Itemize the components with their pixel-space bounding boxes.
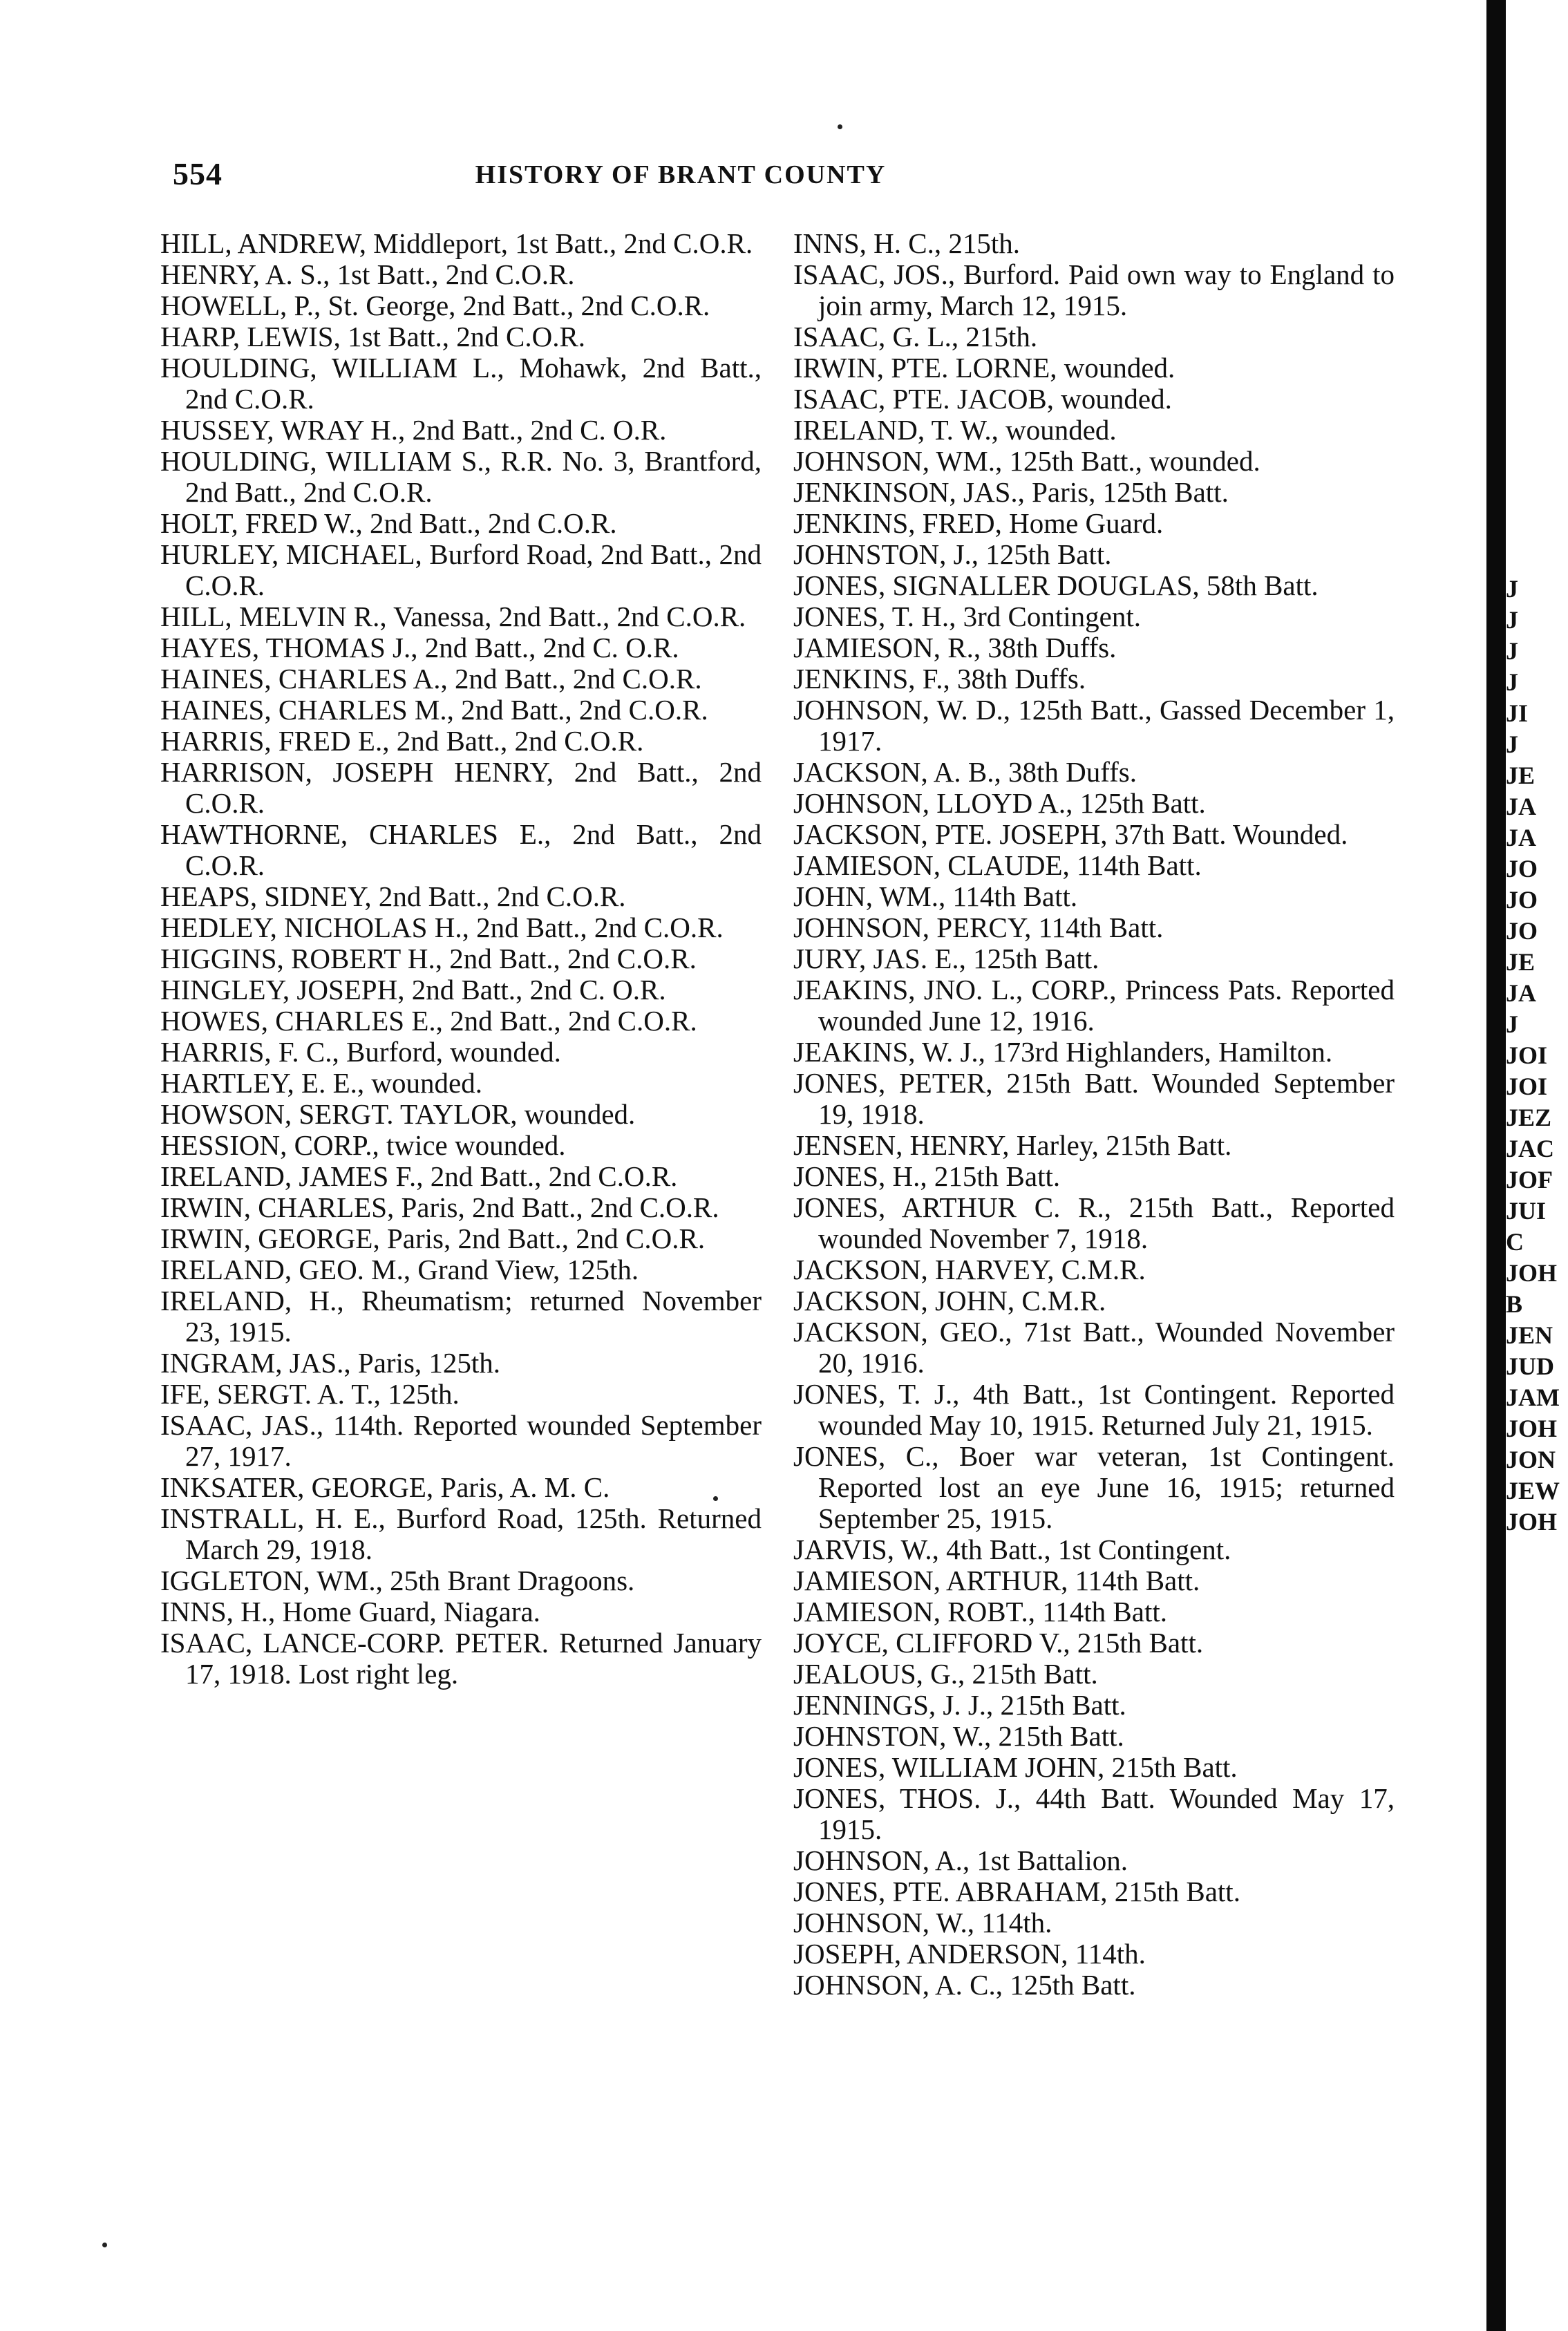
roll-entry: JOHNSON, PERCY, 114th Batt. (793, 912, 1164, 943)
roll-entry: JONES, PETER, 215th Batt. Wounded September 19, 1918. (793, 1067, 1395, 1130)
roll-entry: JAMIESON, ROBT., 114th Batt. (793, 1596, 1167, 1627)
roll-entry: JAMIESON, R., 38th Duffs. (793, 632, 1117, 663)
roll-entry: JOHNSON, A. C., 125th Batt. (793, 1969, 1136, 2001)
roll-entry: HEAPS, SIDNEY, 2nd Batt., 2nd C.O.R. (160, 880, 626, 912)
roll-entry: HUSSEY, WRAY H., 2nd Batt., 2nd C. O.R. (160, 414, 667, 446)
roll-entry: HAYES, THOMAS J., 2nd Batt., 2nd C. O.R. (160, 632, 679, 663)
facing-page-fragment: JUD (1506, 1352, 1554, 1380)
roll-entry: IRWIN, CHARLES, Paris, 2nd Batt., 2nd C.O.R. (160, 1191, 719, 1223)
roll-entry: ISAAC, LANCE-CORP. PETER. Returned January 17, 1918. Lost right leg. (160, 1627, 762, 1690)
roll-entry: JONES, SIGNALLER DOUGLAS, 58th Batt. (793, 569, 1319, 601)
roll-entry: ISAAC, JAS., 114th. Reported wounded September 27, 1917. (160, 1409, 762, 1472)
roll-entry: JACKSON, JOHN, C.M.R. (793, 1285, 1106, 1317)
page-header (173, 155, 1189, 204)
roll-entry: JAMIESON, CLAUDE, 114th Batt. (793, 849, 1202, 881)
roll-entry: JENKINSON, JAS., Paris, 125th Batt. (793, 476, 1229, 508)
roll-entry: JAMIESON, ARTHUR, 114th Batt. (793, 1565, 1200, 1596)
roll-entry: JEALOUS, G., 215th Batt. (793, 1658, 1098, 1690)
roll-entry: IRELAND, T. W., wounded. (793, 414, 1117, 446)
roll-entry: IGGLETON, WM., 25th Brant Dragoons. (160, 1565, 635, 1596)
facing-page-fragment: JEW (1506, 1477, 1560, 1504)
roll-entry: HOWSON, SERGT. TAYLOR, wounded. (160, 1098, 636, 1130)
facing-page-fragment: J (1506, 730, 1518, 758)
facing-page-fragment: JUI (1506, 1197, 1547, 1225)
facing-page-fragment: J (1506, 606, 1518, 634)
facing-page-fragment: JON (1506, 1446, 1556, 1473)
roll-entry: HILL, MELVIN R., Vanessa, 2nd Batt., 2nd C.O.R. (160, 601, 746, 632)
roll-entry: IRELAND, JAMES F., 2nd Batt., 2nd C.O.R. (160, 1160, 678, 1192)
facing-page-fragment: JA (1506, 793, 1536, 820)
facing-page-fragment: C (1506, 1228, 1524, 1256)
facing-page-fragment: J (1506, 1010, 1518, 1038)
roll-entry: JOHNSTON, W., 215th Batt. (793, 1720, 1124, 1752)
roll-entry: INNS, H., Home Guard, Niagara. (160, 1596, 540, 1627)
roll-entry: HOULDING, WILLIAM L., Mohawk, 2nd Batt., 2nd C.O.R. (160, 352, 762, 415)
facing-page-fragment: JA (1506, 979, 1536, 1007)
roll-entry: INGRAM, JAS., Paris, 125th. (160, 1347, 501, 1379)
roll-entry: JONES, THOS. J., 44th Batt. Wounded May 17, 1915. (793, 1782, 1395, 1845)
roll-entry: JONES, WILLIAM JOHN, 215th Batt. (793, 1751, 1238, 1783)
roll-entry: HEDLEY, NICHOLAS H., 2nd Batt., 2nd C.O.R. (160, 912, 724, 943)
roll-entry: HOWES, CHARLES E., 2nd Batt., 2nd C.O.R. (160, 1005, 697, 1037)
roll-entry: HARRIS, FRED E., 2nd Batt., 2nd C.O.R. (160, 725, 644, 757)
running-title: HISTORY OF BRANT COUNTY (475, 160, 887, 189)
facing-page-fragment: J (1506, 668, 1518, 696)
facing-page-fragment: JAC (1506, 1135, 1554, 1162)
left-column (160, 228, 762, 1690)
roll-entry: ISAAC, G. L., 215th. (793, 321, 1038, 352)
roll-entry: ISAAC, PTE. JACOB, wounded. (793, 383, 1172, 415)
roll-entry: JOHNSON, LLOYD A., 125th Batt. (793, 787, 1206, 819)
roll-entry: JOHNSON, W. D., 125th Batt., Gassed December 1, 1917. (793, 694, 1395, 757)
print-speck (713, 1496, 718, 1501)
facing-page-fragment: JO (1506, 886, 1538, 914)
facing-page-fragment: JO (1506, 855, 1538, 883)
roll-entry: JENKINS, FRED, Home Guard. (793, 507, 1164, 539)
roll-entry: IRELAND, GEO. M., Grand View, 125th. (160, 1254, 639, 1285)
facing-page-fragment: JE (1506, 948, 1536, 976)
roll-entry: IRWIN, PTE. LORNE, wounded. (793, 352, 1175, 384)
facing-page-fragment: JOH (1506, 1415, 1558, 1442)
roll-entry: JEAKINS, W. J., 173rd Highlanders, Hamilton. (793, 1036, 1333, 1068)
roll-entry: HARRISON, JOSEPH HENRY, 2nd Batt., 2nd C.O.R. (160, 756, 762, 819)
roll-entry: IRWIN, GEORGE, Paris, 2nd Batt., 2nd C.O.R. (160, 1223, 706, 1254)
facing-page-fragment: JO (1506, 917, 1538, 945)
roll-entry: IFE, SERGT. A. T., 125th. (160, 1378, 460, 1410)
facing-page-fragment: JEZ (1506, 1104, 1552, 1131)
roll-entry: HESSION, CORP., twice wounded. (160, 1129, 566, 1161)
book-gutter-shadow (1486, 0, 1506, 2331)
roll-entry: JONES, T. J., 4th Batt., 1st Contingent. Reported wounded May 10, 1915. Returned July 21, 1915. (793, 1378, 1395, 1441)
roll-entry: HARRIS, F. C., Burford, wounded. (160, 1036, 561, 1068)
roll-entry: IRELAND, H., Rheumatism; returned November 23, 1915. (160, 1285, 762, 1348)
facing-page-edge (1506, 0, 1568, 2331)
facing-page-fragment: JOI (1506, 1041, 1548, 1069)
roll-entry: HILL, ANDREW, Middleport, 1st Batt., 2nd C.O.R. (160, 227, 753, 259)
facing-page-fragment: J (1506, 637, 1518, 665)
roll-entry: HIGGINS, ROBERT H., 2nd Batt., 2nd C.O.R. (160, 943, 697, 974)
roll-entry: HOULDING, WILLIAM S., R.R. No. 3, Brantford, 2nd Batt., 2nd C.O.R. (160, 445, 762, 508)
roll-entry: HURLEY, MICHAEL, Burford Road, 2nd Batt., 2nd C.O.R. (160, 538, 762, 601)
facing-page-fragment: B (1506, 1290, 1523, 1318)
roll-entry: JURY, JAS. E., 125th Batt. (793, 943, 1099, 974)
facing-page-fragment: JE (1506, 762, 1536, 789)
roll-entry: JOHN, WM., 114th Batt. (793, 880, 1078, 912)
roll-entry: INSTRALL, H. E., Burford Road, 125th. Returned March 29, 1918. (160, 1502, 762, 1565)
roll-entry: JENKINS, F., 38th Duffs. (793, 663, 1086, 695)
print-speck (102, 2243, 107, 2247)
roll-entry: JEAKINS, JNO. L., CORP., Princess Pats. Reported wounded June 12, 1916. (793, 974, 1395, 1037)
roll-entry: JACKSON, GEO., 71st Batt., Wounded November 20, 1916. (793, 1316, 1395, 1379)
facing-page-fragment: JOI (1506, 1073, 1548, 1100)
roll-entry: HOWELL, P., St. George, 2nd Batt., 2nd C.O.R. (160, 290, 710, 321)
roll-entry: JONES, H., 215th Batt. (793, 1160, 1061, 1192)
roll-entry: HINGLEY, JOSEPH, 2nd Batt., 2nd C. O.R. (160, 974, 666, 1006)
roll-entry: HAWTHORNE, CHARLES E., 2nd Batt., 2nd C.O.R. (160, 818, 762, 881)
roll-entry: JENNINGS, J. J., 215th Batt. (793, 1689, 1126, 1721)
roll-entry: HENRY, A. S., 1st Batt., 2nd C.O.R. (160, 258, 575, 290)
roll-entry: INNS, H. C., 215th. (793, 227, 1021, 259)
roll-entry: HAINES, CHARLES M., 2nd Batt., 2nd C.O.R. (160, 694, 708, 726)
roll-entry: INKSATER, GEORGE, Paris, A. M. C. (160, 1471, 610, 1503)
roll-entry: JACKSON, HARVEY, C.M.R. (793, 1254, 1146, 1285)
facing-page-fragment: J (1506, 575, 1518, 603)
roll-entry: HARP, LEWIS, 1st Batt., 2nd C.O.R. (160, 321, 586, 352)
facing-page-fragments (1506, 574, 1568, 1538)
roll-entry: JACKSON, A. B., 38th Duffs. (793, 756, 1137, 788)
facing-page-fragment: JI (1506, 699, 1529, 727)
roll-entry: HARTLEY, E. E., wounded. (160, 1067, 482, 1099)
roll-entry: JOHNSON, A., 1st Battalion. (793, 1844, 1128, 1876)
roll-entry: JOYCE, CLIFFORD V., 215th Batt. (793, 1627, 1204, 1659)
right-column (793, 228, 1395, 2001)
roll-entry: JOSEPH, ANDERSON, 114th. (793, 1938, 1146, 1970)
roll-entry: JONES, PTE. ABRAHAM, 215th Batt. (793, 1876, 1240, 1907)
roll-entry: JOHNSON, WM., 125th Batt., wounded. (793, 445, 1260, 477)
roll-entry: JENSEN, HENRY, Harley, 215th Batt. (793, 1129, 1232, 1161)
roll-entry: JONES, C., Boer war veteran, 1st Contingent. Reported lost an eye June 16, 1915; returned September 25, 1915. (793, 1440, 1395, 1534)
roll-entry: JONES, ARTHUR C. R., 215th Batt., Reported wounded November 7, 1918. (793, 1191, 1395, 1254)
facing-page-fragment: JAM (1506, 1384, 1560, 1411)
roll-entry: JONES, T. H., 3rd Contingent. (793, 601, 1142, 632)
roll-entry: JOHNSTON, J., 125th Batt. (793, 538, 1112, 570)
roll-entry: JARVIS, W., 4th Batt., 1st Contingent. (793, 1533, 1231, 1565)
roll-entry: ISAAC, JOS., Burford. Paid own way to England to join army, March 12, 1915. (793, 258, 1395, 321)
facing-page-fragment: JOF (1506, 1166, 1553, 1193)
page-number: 554 (173, 156, 223, 191)
roll-entry: HAINES, CHARLES A., 2nd Batt., 2nd C.O.R. (160, 663, 702, 695)
facing-page-fragment: JOH (1506, 1508, 1558, 1536)
facing-page-fragment: JOH (1506, 1259, 1558, 1287)
roll-entry: JOHNSON, W., 114th. (793, 1907, 1052, 1938)
print-speck (838, 124, 842, 129)
roll-entry: HOLT, FRED W., 2nd Batt., 2nd C.O.R. (160, 507, 617, 539)
facing-page-fragment: JEN (1506, 1321, 1553, 1349)
facing-page-fragment: JA (1506, 824, 1536, 851)
roll-entry: JACKSON, PTE. JOSEPH, 37th Batt. Wounded. (793, 818, 1348, 850)
